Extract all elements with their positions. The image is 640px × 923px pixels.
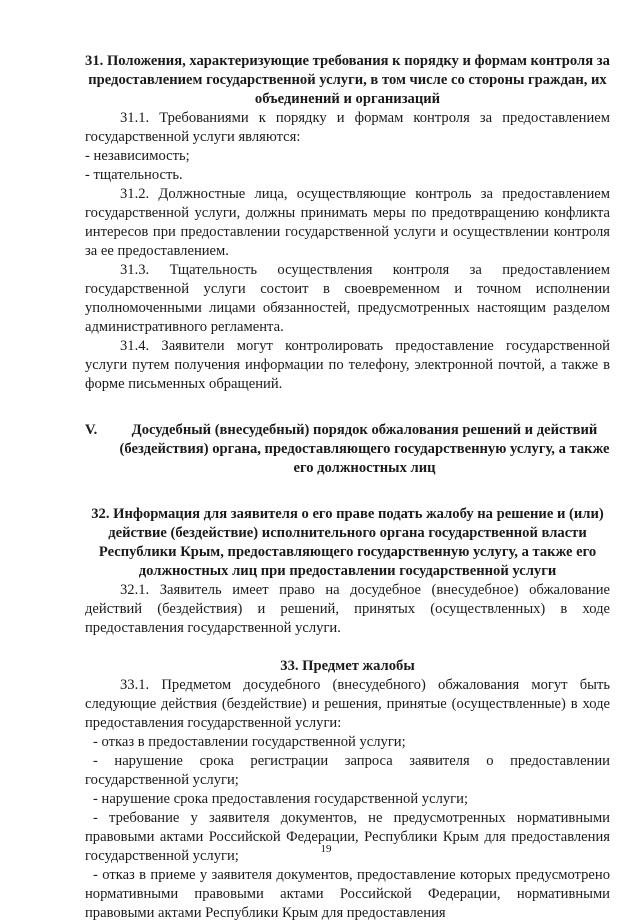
list-item: - нарушение срока предоставления государственной услуги; [93,791,469,807]
spacer [85,497,610,505]
spacer [85,638,610,657]
section-v-heading [85,421,610,478]
section-31-heading: 31. Положения, характеризующие требования к порядку и формам контроля за предоставлением государственной услуги, в том числе со стороны граждан, их объединений и организаций [85,53,610,107]
section-v-number: V. [85,422,98,438]
list-item: - отказ в предоставлении государственной услуги; [93,734,406,750]
paragraph-32-1: 32.1. Заявитель имеет право на досудебное (внесудебное) обжалование действий (бездействия) и решений, принятых (осуществленных) в ходе предоставления государственной услуги. [85,582,610,636]
list-item: - требование у заявителя документов, не предусмотренных нормативными правовыми актами Российской Федерации, Республики Крым для предоставления государственной услуги; [85,810,610,864]
spacer [85,394,610,413]
paragraph-31-2: 31.2. Должностные лица, осуществляющие контроль за предоставлением государственной услуги, должны принимать меры по предотвращению конфликта интересов при предоставлении государственной услуги и осуществлении контроля за ее предоставлением. [85,186,610,259]
paragraph-31-1: 31.1. Требованиями к порядку и формам контроля за предоставлением государственной услуги являются: [85,110,610,145]
spacer [85,413,610,421]
section-33-heading: 33. Предмет жалобы [280,658,415,674]
section-v-title: Досудебный (внесудебный) порядок обжалования решений и действий (бездействия) органа, предоставляющего государственную услугу, а также его должностных лиц [119,422,610,476]
page-number: 19 [320,843,332,855]
list-item: - нарушение срока регистрации запроса заявителя о предоставлении государственной услуги; [85,753,610,788]
list-item: - отказ в приеме у заявителя документов, предоставление которых предусмотрено нормативными правовыми актами Российской Федерации, нормативными правовыми актами Республики Крым для предоставления [85,867,610,921]
paragraph-31-4: 31.4. Заявители могут контролировать предоставление государственной услуги путем получения информации по телефону, электронной почтой, а также в форме письменных обращений. [85,338,610,392]
paragraph-33-1: 33.1. Предметом досудебного (внесудебного) обжалования могут быть следующие действия (бездействие) и решения, принятые (осуществленные) в ходе предоставления государственной услуги: [85,677,610,731]
list-item: - тщательность. [85,167,183,183]
list-item: - независимость; [85,148,190,164]
section-32-heading: 32. Информация для заявителя о его праве подать жалобу на решение и (или) действие (бездействие) исполнительного органа государственной власти Республики Крым, предоставляющего государственную услугу, а также его должностных лиц при предоставлении государственной услуги [91,506,604,579]
spacer [85,478,610,497]
paragraph-31-3: 31.3. Тщательность осуществления контроля за предоставлением государственной услуги состоит в своевременном и точном исполнении уполномоченными лицами обязанностей, предусмотренных настоящим разделом административного регламента. [85,262,610,335]
